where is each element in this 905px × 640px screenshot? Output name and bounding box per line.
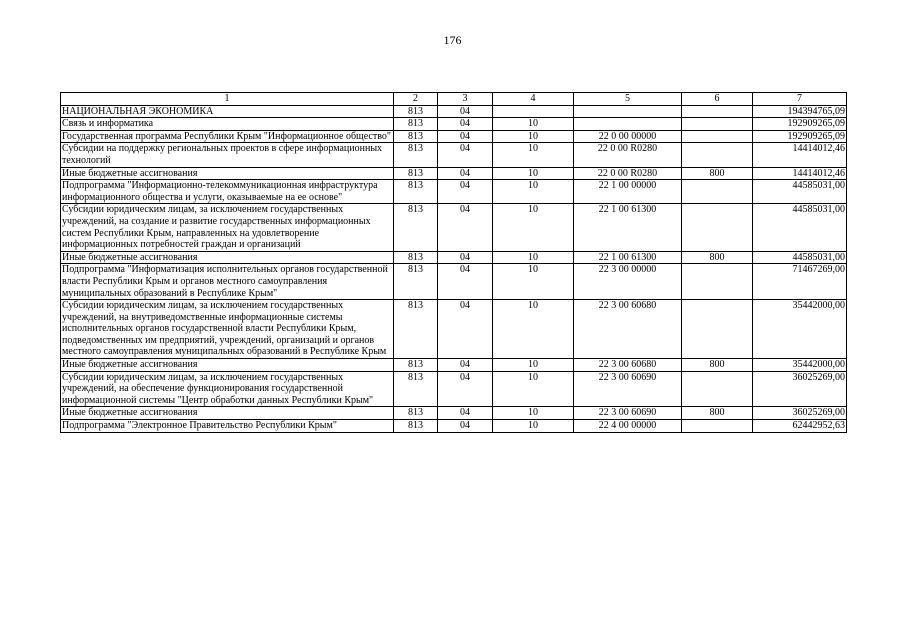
cell-col6: [682, 300, 753, 359]
row-name: Субсидии юридическим лицам, за исключением государственных учреждений, на создание и развитие государственных информационных систем Республики Крым, направленных на удовлетворение информационных потребностей граждан и организаций: [61, 204, 394, 251]
cell-col2: 813: [394, 118, 438, 131]
cell-col6: [682, 105, 753, 118]
cell-col4: 10: [493, 167, 574, 180]
cell-col5: 22 3 00 00000: [574, 264, 682, 300]
cell-col4: 10: [493, 251, 574, 264]
row-name: Субсидии юридическим лицам, за исключением государственных учреждений, на внутриведомственные информационные системы исполнительных органов государственной власти Республики Крым, подведомственных им предприятий, учреждений, организаций и органов местного самоуправления муниципальных образований в Республике Крым: [61, 300, 394, 359]
cell-col3: 04: [438, 118, 493, 131]
cell-col5: 22 4 00 00000: [574, 420, 682, 433]
cell-col3: 04: [438, 130, 493, 143]
row-name: Иные бюджетные ассигнования: [61, 359, 394, 372]
cell-col6: 800: [682, 407, 753, 420]
cell-col5: [574, 118, 682, 131]
cell-amount: 35442000,00: [753, 359, 847, 372]
column-header: 6: [682, 93, 753, 106]
cell-col3: 04: [438, 204, 493, 251]
row-name: Подпрограмма "Информатизация исполнительных органов государственной власти Республики Крым и органов местного самоуправления муниципальных образований в Республике Крым": [61, 264, 394, 300]
cell-col5: 22 0 00 R0280: [574, 143, 682, 167]
cell-amount: 36025269,00: [753, 371, 847, 407]
cell-col6: [682, 371, 753, 407]
cell-col4: 10: [493, 371, 574, 407]
cell-col6: [682, 118, 753, 131]
column-header: 4: [493, 93, 574, 106]
cell-col4: 10: [493, 204, 574, 251]
cell-col5: 22 3 00 60690: [574, 371, 682, 407]
cell-col3: 04: [438, 143, 493, 167]
cell-col4: 10: [493, 143, 574, 167]
table-row: [61, 407, 847, 420]
cell-col4: 10: [493, 264, 574, 300]
cell-col6: [682, 130, 753, 143]
cell-col4: 10: [493, 300, 574, 359]
cell-col5: 22 1 00 00000: [574, 180, 682, 204]
cell-col2: 813: [394, 105, 438, 118]
cell-col6: [682, 264, 753, 300]
cell-col6: [682, 420, 753, 433]
cell-col3: 04: [438, 180, 493, 204]
cell-amount: 62442952,63: [753, 420, 847, 433]
row-name: НАЦИОНАЛЬНАЯ ЭКОНОМИКА: [61, 105, 394, 118]
cell-col6: [682, 180, 753, 204]
cell-amount: 71467269,00: [753, 264, 847, 300]
cell-col5: 22 3 00 60690: [574, 407, 682, 420]
cell-col2: 813: [394, 359, 438, 372]
cell-col6: [682, 204, 753, 251]
cell-col3: 04: [438, 300, 493, 359]
cell-col4: 10: [493, 180, 574, 204]
cell-col2: 813: [394, 130, 438, 143]
cell-col3: 04: [438, 251, 493, 264]
cell-col3: 04: [438, 167, 493, 180]
cell-col6: 800: [682, 359, 753, 372]
cell-col6: 800: [682, 167, 753, 180]
cell-col2: 813: [394, 143, 438, 167]
row-name: Иные бюджетные ассигнования: [61, 407, 394, 420]
cell-col4: 10: [493, 130, 574, 143]
cell-col2: 813: [394, 300, 438, 359]
table-row: [61, 264, 847, 300]
cell-col2: 813: [394, 167, 438, 180]
cell-col4: [493, 105, 574, 118]
cell-col3: 04: [438, 407, 493, 420]
column-header: 3: [438, 93, 493, 106]
cell-col2: 813: [394, 180, 438, 204]
column-header: 2: [394, 93, 438, 106]
row-name: Иные бюджетные ассигнования: [61, 251, 394, 264]
page-number: 176: [443, 33, 462, 47]
cell-amount: 44585031,00: [753, 204, 847, 251]
table-row: [61, 105, 847, 118]
cell-col5: 22 3 00 60680: [574, 359, 682, 372]
cell-amount: 36025269,00: [753, 407, 847, 420]
cell-col5: [574, 105, 682, 118]
column-header: 7: [753, 93, 847, 106]
cell-col2: 813: [394, 264, 438, 300]
cell-col2: 813: [394, 251, 438, 264]
row-name: Связь и информатика: [61, 118, 394, 131]
table-row: [61, 300, 847, 359]
cell-col4: 10: [493, 118, 574, 131]
column-header: 5: [574, 93, 682, 106]
cell-col3: 04: [438, 420, 493, 433]
cell-col5: 22 1 00 61300: [574, 204, 682, 251]
cell-amount: 192909265,09: [753, 130, 847, 143]
row-name: Подпрограмма "Электронное Правительство Республики Крым": [61, 420, 394, 433]
row-name: Подпрограмма "Информационно-телекоммуникационная инфраструктура информационного общества и услуги, оказываемые на ее основе": [61, 180, 394, 204]
table-row: [61, 371, 847, 407]
cell-amount: 192909265,09: [753, 118, 847, 131]
cell-col4: 10: [493, 420, 574, 433]
cell-col4: 10: [493, 359, 574, 372]
row-name: Субсидии юридическим лицам, за исключением государственных учреждений, на обеспечение функционирования государственной информационной системы "Центр обработки данных Республики Крым": [61, 371, 394, 407]
cell-col5: 22 0 00 R0280: [574, 167, 682, 180]
table-row: [61, 180, 847, 204]
cell-amount: 194394765,09: [753, 105, 847, 118]
cell-col3: 04: [438, 105, 493, 118]
row-name: Государственная программа Республики Крым "Информационное общество": [61, 130, 394, 143]
cell-col2: 813: [394, 204, 438, 251]
budget-table: [60, 92, 847, 433]
cell-col5: 22 3 00 60680: [574, 300, 682, 359]
row-name: Иные бюджетные ассигнования: [61, 167, 394, 180]
cell-col2: 813: [394, 407, 438, 420]
table-row: [61, 143, 847, 167]
table-row: [61, 359, 847, 372]
cell-col6: 800: [682, 251, 753, 264]
cell-col4: 10: [493, 407, 574, 420]
cell-col6: [682, 143, 753, 167]
cell-amount: 44585031,00: [753, 251, 847, 264]
table-row: [61, 167, 847, 180]
table-row: [61, 251, 847, 264]
table-row: [61, 130, 847, 143]
table-row: [61, 204, 847, 251]
cell-amount: 14414012,46: [753, 167, 847, 180]
table-row: [61, 118, 847, 131]
cell-col2: 813: [394, 371, 438, 407]
cell-col3: 04: [438, 264, 493, 300]
cell-amount: 14414012,46: [753, 143, 847, 167]
table-row: [61, 420, 847, 433]
cell-col5: 22 0 00 00000: [574, 130, 682, 143]
cell-amount: 44585031,00: [753, 180, 847, 204]
row-name: Субсидии на поддержку региональных проектов в сфере информационных технологий: [61, 143, 394, 167]
cell-col2: 813: [394, 420, 438, 433]
column-header: 1: [61, 93, 394, 106]
cell-col3: 04: [438, 359, 493, 372]
header-row: [61, 93, 847, 106]
cell-amount: 35442000,00: [753, 300, 847, 359]
cell-col5: 22 1 00 61300: [574, 251, 682, 264]
cell-col3: 04: [438, 371, 493, 407]
